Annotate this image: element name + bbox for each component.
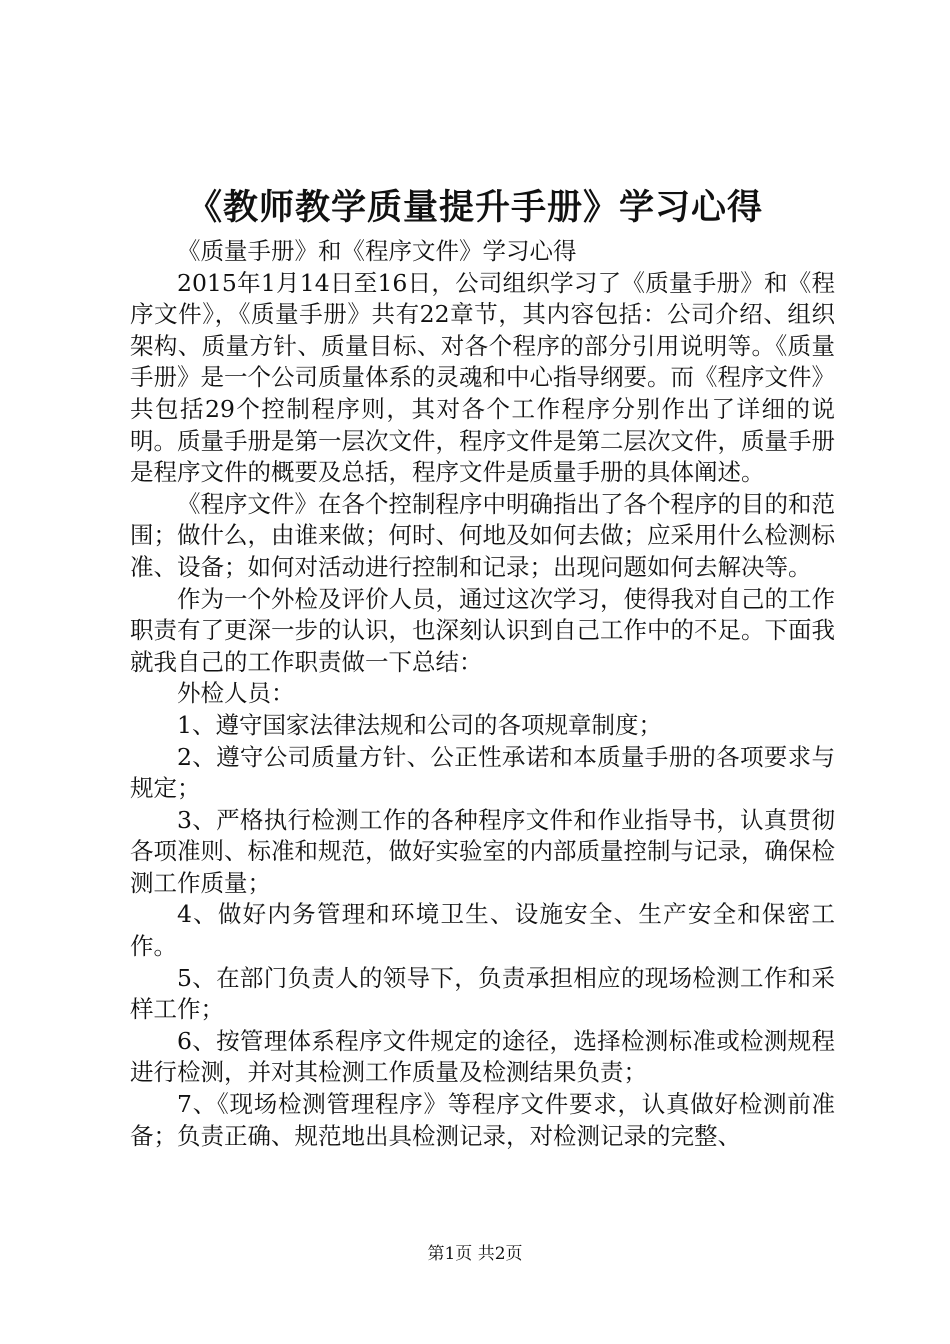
document-title: 《教师教学质量提升手册》学习心得 xyxy=(186,187,763,228)
list-item: 3、严格执行检测工作的各种程序文件和作业指导书，认真贯彻各项准则、标准和规范，做好实验室的内部质量控制与记录，确保检测工作质量； xyxy=(130,805,835,897)
subtitle-paragraph: 《质量手册》和《程序文件》学习心得 xyxy=(177,237,577,265)
page-footer: 第1页 共2页 xyxy=(427,1244,523,1264)
body-paragraph: 《程序文件》在各个控制程序中明确指出了各个程序的目的和范围；做什么，由谁来做；何时、何地及如何去做；应采用什么检测标准、设备；如何对活动进行控制和记录；出现问题如何去解决等。 xyxy=(130,489,835,581)
body-paragraph: 作为一个外检及评价人员，通过这次学习，使得我对自己的工作职责有了更深一步的认识，也深刻认识到自己工作中的不足。下面我就我自己的工作职责做一下总结： xyxy=(130,584,835,676)
list-item: 7、《现场检测管理程序》等程序文件要求，认真做好检测前准备；负责正确、规范地出具检测记录，对检测记录的完整、 xyxy=(130,1090,835,1150)
list-item: 2、遵守公司质量方针、公正性承诺和本质量手册的各项要求与规定； xyxy=(130,742,835,803)
list-item: 4、做好内务管理和环境卫生、设施安全、生产安全和保密工作。 xyxy=(130,900,835,961)
list-item: 5、在部门负责人的领导下，负责承担相应的现场检测工作和采样工作； xyxy=(130,963,835,1024)
section-heading: 外检人员： xyxy=(177,679,295,708)
document-body xyxy=(130,236,835,1152)
body-paragraph: 2015年1月14日至16日，公司组织学习了《质量手册》和《程序文件》，《质量手册》共有22章节，其内容包括：公司介绍、组织架构、质量方针、质量目标、对各个程序的部分引用说明等。《质量手册》是一个公司质量体系的灵魂和中心指导纲要。而《程序文件》共包括29个控制程序则，其对各个工作程序分别作出了详细的说明。质量手册是第一层次文件，程序文件是第二层次文件，质量手册是程序文件的概要及总括，程序文件是质量手册的具体阐述。 xyxy=(130,268,835,487)
list-item: 1、遵守国家法律法规和公司的各项规章制度； xyxy=(177,710,662,739)
list-item: 6、按管理体系程序文件规定的途径，选择检测标准或检测规程进行检测，并对其检测工作质量及检测结果负责； xyxy=(130,1026,835,1087)
